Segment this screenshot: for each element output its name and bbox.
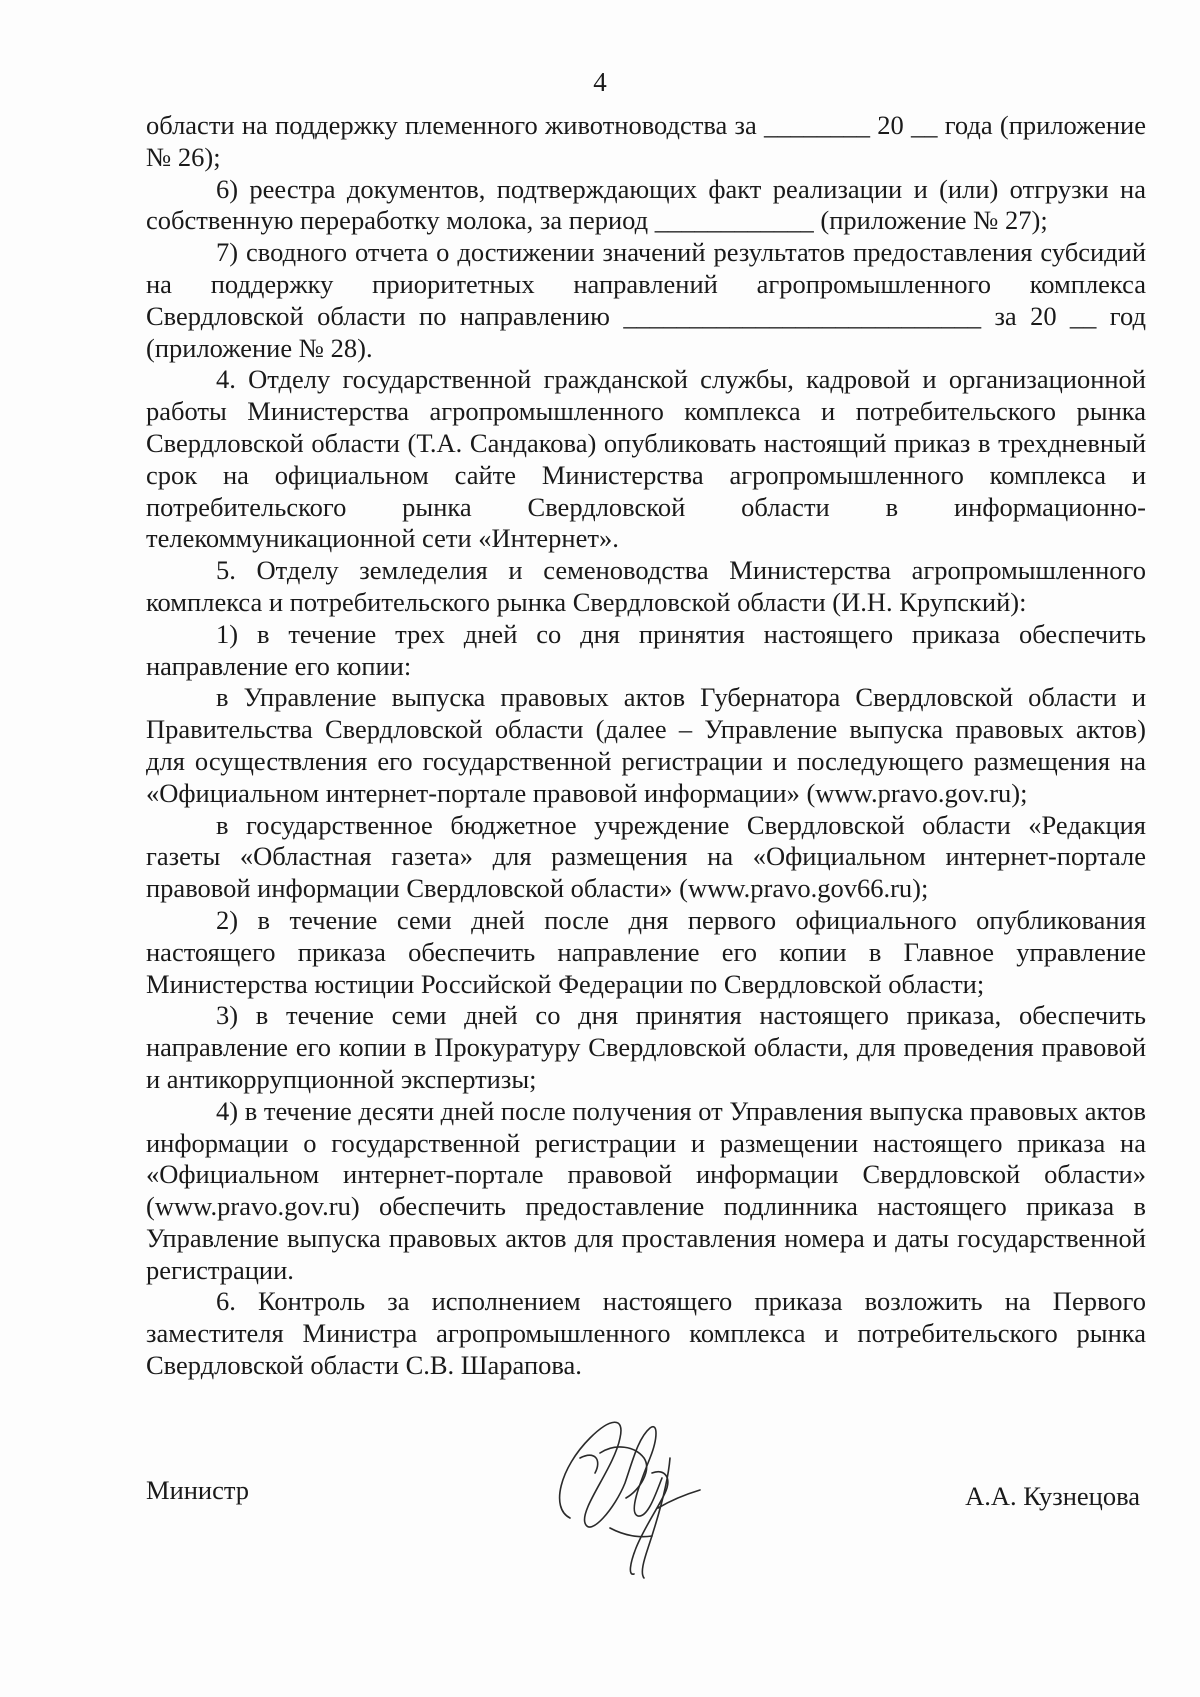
paragraph-subitem-3: 3) в течение семи дней со дня принятия настоящего приказа, обеспечить направление его копии в Прокуратуру Свердловской области, для проведения правовой и антикоррупционной экспертизы; xyxy=(146,1000,1146,1094)
page-number: 4 xyxy=(593,67,607,97)
document-body xyxy=(146,110,1146,1382)
paragraph-section-6: 6. Контроль за исполнением настоящего приказа возложить на Первого заместителя Министра агропромышленного комплекса и потребительского рынка Свердловской области С.В. Шарапова. xyxy=(146,1286,1146,1381)
signatory-name: А.А. Кузнецова xyxy=(965,1481,1140,1511)
paragraph-recipient-1: в Управление выпуска правовых актов Губернатора Свердловской области и Правительства Свердловской области (далее – Управление выпуска правовых актов) для осуществления его государственной регистрации и последующего размещения на «Официальном интернет-портале правовой информации» (www.pravo.gov.ru); xyxy=(146,682,1146,808)
signatory-title: Министр xyxy=(146,1475,250,1505)
paragraph-subitem-2: 2) в течение семи дней после дня первого официального опубликования настоящего приказа обеспечить направление его копии в Главное управление Министерства юстиции Российской Федерации по Свердловской области; xyxy=(146,904,1146,999)
paragraph-item-6: 6) реестра документов, подтверждающих факт реализации и (или) отгрузки на собственную переработку молока, за период ____________ (приложение № 27); xyxy=(146,173,1146,236)
paragraph-section-5: 5. Отделу земледелия и семеноводства Министерства агропромышленного комплекса и потребительского рынка Свердловской области (И.Н. Крупский): xyxy=(146,555,1146,617)
paragraph-section-4: 4. Отделу государственной гражданской службы, кадровой и организационной работы Министерства агропромышленного комплекса и потребительского рынка Свердловской области (Т.А. Сандакова) опубликовать настоящий приказ в трехдневный срок на официальном сайте Министерства агропромышленного комплекса и потребительского рынка Свердловской области в информационно-телекоммуникационной сети «Интернет». xyxy=(146,364,1146,554)
paragraph-recipient-2: в государственное бюджетное учреждение Свердловской области «Редакция газеты «Областная газета» для размещения на «Официальном интернет-портале правовой информации Свердловской области» (www.pravo.gov66.ru); xyxy=(146,809,1146,904)
paragraph-subitem-1: 1) в течение трех дней со дня принятия настоящего приказа обеспечить направление его копии: xyxy=(146,618,1146,681)
paragraph-item-7: 7) сводного отчета о достижении значений результатов предоставления субсидий на поддержку приоритетных направлений агропромышленного комплекса Свердловской области по направлению ___________________________ за 20 __ год (приложение № 28). xyxy=(146,237,1146,363)
handwritten-signature xyxy=(540,1398,710,1588)
paragraph-continuation: области на поддержку племенного животноводства за ________ 20 __ года (приложение № 26); xyxy=(146,110,1146,172)
paragraph-subitem-4: 4) в течение десяти дней после получения от Управления выпуска правовых актов информации о государственной регистрации и размещении настоящего приказа на «Официальном интернет-портале правовой информации Свердловской области» (www.pravo.gov.ru) обеспечить предоставление подлинника настоящего приказа в Управление выпуска правовых актов для проставления номера и даты государственной регистрации. xyxy=(146,1095,1146,1285)
